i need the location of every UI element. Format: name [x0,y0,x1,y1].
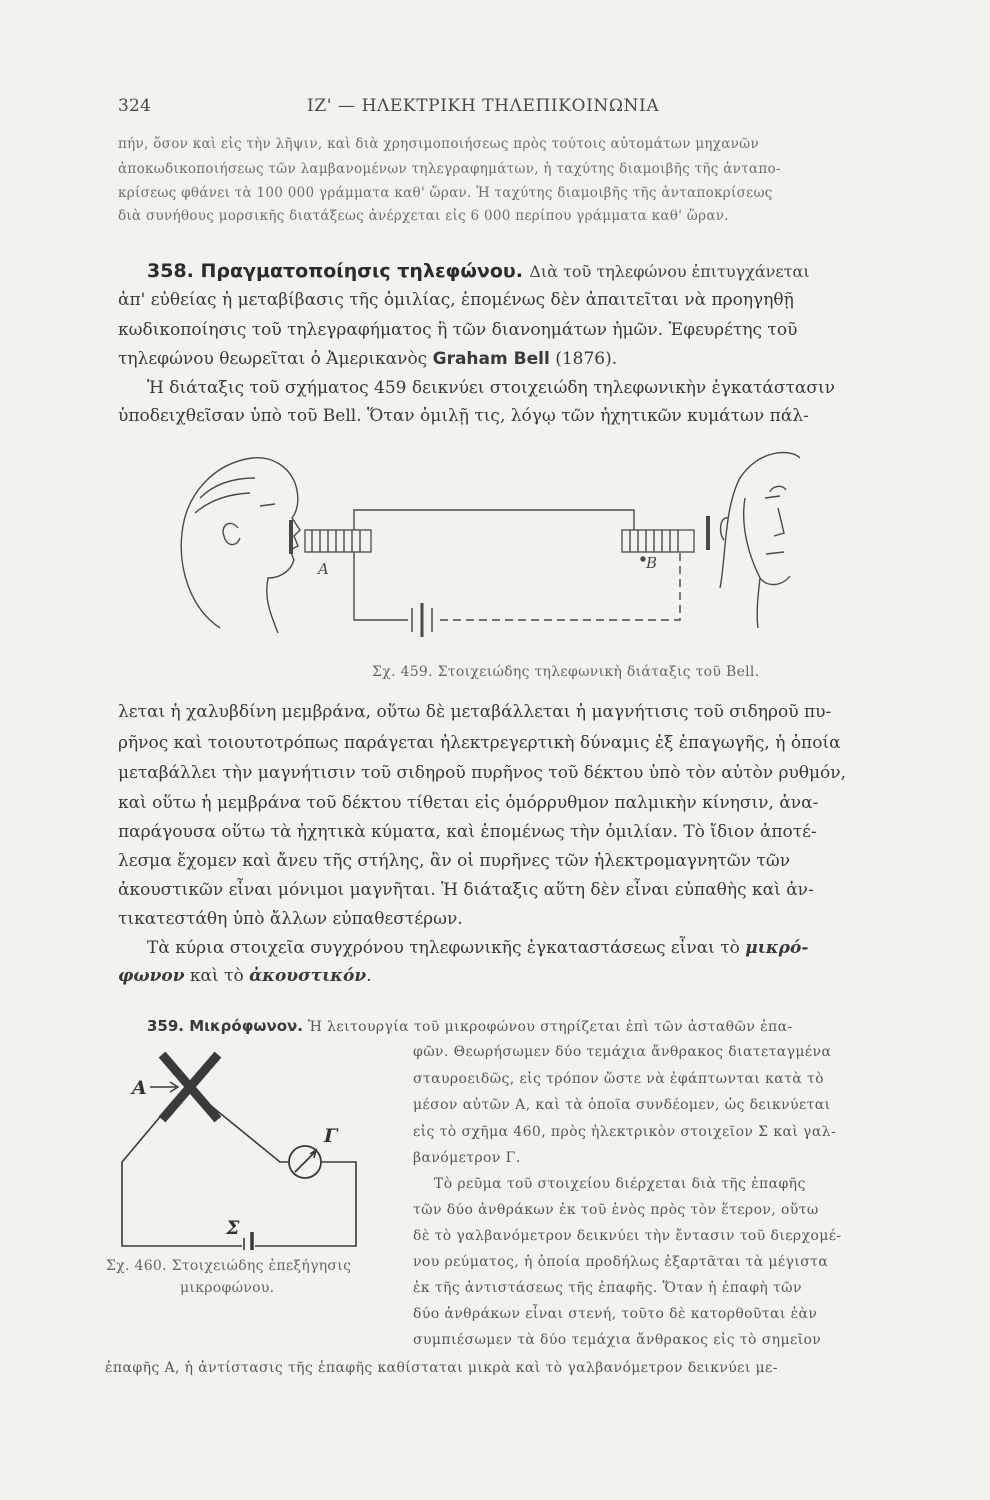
section-line: τῶν δύο ἀνθράκων ἐκ τοῦ ἑνὸς πρὸς τὸν ἕτερον, οὕτω [413,1202,819,1218]
body-line: λεται ἡ χαλυβδίνη μεμβράνα, οὕτω δὲ μεταβάλλεται ἡ μαγνήτισις τοῦ σιδηροῦ πυ- [118,702,832,722]
body-line: τικατεστάθη ὑπὸ ἄλλων εὐπαθεστέρων. [118,909,463,929]
label-b: B [646,554,658,572]
listener-mouth [766,552,784,554]
section-text: Ἡ διάταξις τοῦ σχήματος 459 δεικνύει στοιχειώδη τηλεφωνικὴν ἐγκατάστασιν [147,378,836,398]
section-line: φῶν. Θεωρήσωμεν δύο τεμάχια ἄνθρακος διατεταγμένα [413,1044,832,1060]
body-text: . [366,966,372,986]
section-line: ἐκ τῆς ἀντιστάσεως τῆς ἐπαφῆς. Ὅταν ἡ ἐπαφὴ τῶν [413,1280,802,1296]
section-heading-359: 359. Μικρόφωνον. [147,1017,303,1035]
intro-line: πήν, ὅσον καὶ εἰς τὴν λῆψιν, καὶ διὰ χρησιμοποιήσεως πρὸς τούτοις αὐτομάτων μηχανῶν [118,136,759,152]
body-line: ἀκουστικῶν εἶναι μόνιμοι μαγνῆται. Ἡ διάταξις αὕτη δὲν εἶναι εὐπαθὴς καὶ ἀν- [118,880,814,900]
term-earpiece: ἀκουστικόν [249,966,367,986]
main-components-line-2 [118,966,372,986]
running-title: ΙΖ' — ΗΛΕΚΤΡΙΚΗ ΤΗΛΕΠΙΚΟΙΝΩΝΙΑ [307,96,660,116]
circuit-wire [440,552,680,620]
speaker-head-outline [181,458,300,633]
main-components-line [147,938,808,958]
intro-line: ἀποκωδικοποιήσεως τῶν λαμβανομένων τηλεγραφημάτων, ἡ ταχύτης διαμοιβῆς τῆς ἀνταπο- [118,161,781,177]
section-line: σταυροειδῶς, εἰς τρόπον ὥστε νὰ ἐφάπτωνται κατὰ τὸ [413,1071,824,1087]
label-a: A [318,560,329,578]
intro-line: διὰ συνήθους μορσικῆς διατάξεως ἀνέρχεται εἰς 6 000 περίπου γράμματα καθ' ὥραν. [118,208,729,224]
figure-caption-459: Σχ. 459. Στοιχειώδης τηλεφωνικὴ διάταξις τοῦ Bell. [372,664,760,680]
circuit-wire [354,552,408,620]
section-text: ἀπ' εὐθείας ἡ μεταβίβασις τῆς ὁμιλίας, ἑπομένως δὲν ἀπαιτεῖται νὰ προηγηθῇ [118,290,794,310]
section-line: μέσον αὐτῶν Α, καὶ τὰ ὁποῖα συνδέομεν, ὡς δεικνύεται [413,1097,831,1113]
circuit-wire [210,1105,288,1162]
section-text: ὑποδειχθεῖσαν ὑπὸ τοῦ Bell. Ὅταν ὁμιλῇ τις, λόγῳ τῶν ἠχητικῶν κυμάτων πάλ- [118,406,809,426]
label-cell: Σ [226,1217,240,1239]
inventor-name: Graham Bell [432,349,550,369]
transmitter-coil [305,530,371,552]
figure-caption-460: Σχ. 460. Στοιχειώδης ἐπεξήγησις [106,1258,352,1274]
circuit-wire [122,1105,242,1246]
intro-line: κρίσεως φθάνει τὰ 100 000 γράμματα καθ' ὥραν. Ἡ ταχύτης διαμοιβῆς τῆς ἀνταποκρίσεως [118,185,773,201]
section-line: νου ρεύματος, ἡ ὁποία προδήλως ἐξαρτᾶται τὰ μέγιστα [413,1254,829,1270]
body-line: ρῆνος καὶ τοιουτοτρόπως παράγεται ἠλεκτρεγερτικὴ δύναμις ἐξ ἐπαγωγῆς, ἡ ὁποία [118,733,841,753]
body-text: καὶ τὸ [189,966,244,986]
term-microphone-cont: φωνον [118,966,185,986]
body-line: παράγουσα οὕτω τὰ ἠχητικὰ κύματα, καὶ ἑπομένως τὴν ὁμιλίαν. Τὸ ἴδιον ἀποτέ- [118,822,817,842]
section-text: Ἡ λειτουργία τοῦ μικροφώνου στηρίζεται ἐπὶ τῶν ἀσταθῶν ἐπα- [308,1019,793,1035]
section-line: δὲ τὸ γαλβανόμετρον δεικνύει τὴν ἔντασιν τοῦ διερχομέ- [413,1228,842,1244]
body-line: μεταβάλλει τὴν μαγνήτισιν τοῦ σιδηροῦ πυρῆνος τοῦ δέκτου ὑπὸ τὸν αὐτὸν ρυθμόν, [118,763,847,783]
label-contact: Α [132,1077,147,1099]
listener-head-outline [720,453,800,628]
body-line: λεσμα ἔχομεν καὶ ἄνευ τῆς στήλης, ἂν οἱ πυρῆνες τῶν ἠλεκτρομαγνητῶν τῶν [118,851,791,871]
section-text: (1876). [555,349,618,369]
telephone-figure [160,438,800,668]
page-number: 324 [118,96,152,116]
section-line: Τὸ ρεῦμα τοῦ στοιχείου διέρχεται διὰ τῆς ἐπαφῆς [434,1176,806,1192]
label-galvanometer: Γ [324,1125,338,1147]
speaker-ear [223,523,240,544]
listener-eye [765,486,786,498]
section-line: εἰς τὸ σχῆμα 460, πρὸς ἠλεκτρικὸν στοιχεῖον Σ καὶ γαλ- [413,1124,837,1140]
figure-caption-460-cont: μικροφώνου. [180,1280,275,1296]
circuit-wire [255,1162,356,1246]
section-line: συμπιέσωμεν τὰ δύο τεμάχια ἄνθρακος εἰς τὸ σημεῖον [413,1332,822,1348]
section-heading-358: 358. Πραγματοποίησις τηλεφώνου. [147,260,523,282]
body-line: καὶ οὕτω ἡ μεμβράνα τοῦ δέκτου τίθεται εἰς ὁμόρρυθμον παλμικὴν κίνησιν, ἀνα- [118,793,819,813]
section-text: Διὰ τοῦ τηλεφώνου ἐπιτυγχάνεται [529,262,810,281]
circuit-wire [354,510,634,530]
section-text: τηλεφώνου θεωρεῖται ὁ Ἀμερικανὸς [118,349,428,369]
section-line: βανόμετρον Γ. [413,1150,521,1166]
section-line: δύο ἀνθράκων εἶναι στενή, τοῦτο δὲ κατορθοῦται ἐὰν [413,1306,818,1322]
receiver-coil [622,530,694,552]
term-microphone: μικρό- [745,938,809,958]
microphone-figure [110,1050,390,1250]
speaker-eye [260,504,275,506]
listener-nose [774,508,784,536]
section-text: κωδικοποίησις τοῦ τηλεγραφήματος ἢ τῶν διανοημάτων ἡμῶν. Ἐφευρέτης τοῦ [118,320,798,340]
body-text: Τὰ κύρια στοιχεῖα συγχρόνου τηλεφωνικῆς ἐγκαταστάσεως εἶναι τὸ [147,938,740,958]
section-line: ἐπαφῆς Α, ἡ ἀντίστασις τῆς ἐπαφῆς καθίσταται μικρὰ καὶ τὸ γαλβανόμετρον δεικνύει με- [105,1360,778,1376]
